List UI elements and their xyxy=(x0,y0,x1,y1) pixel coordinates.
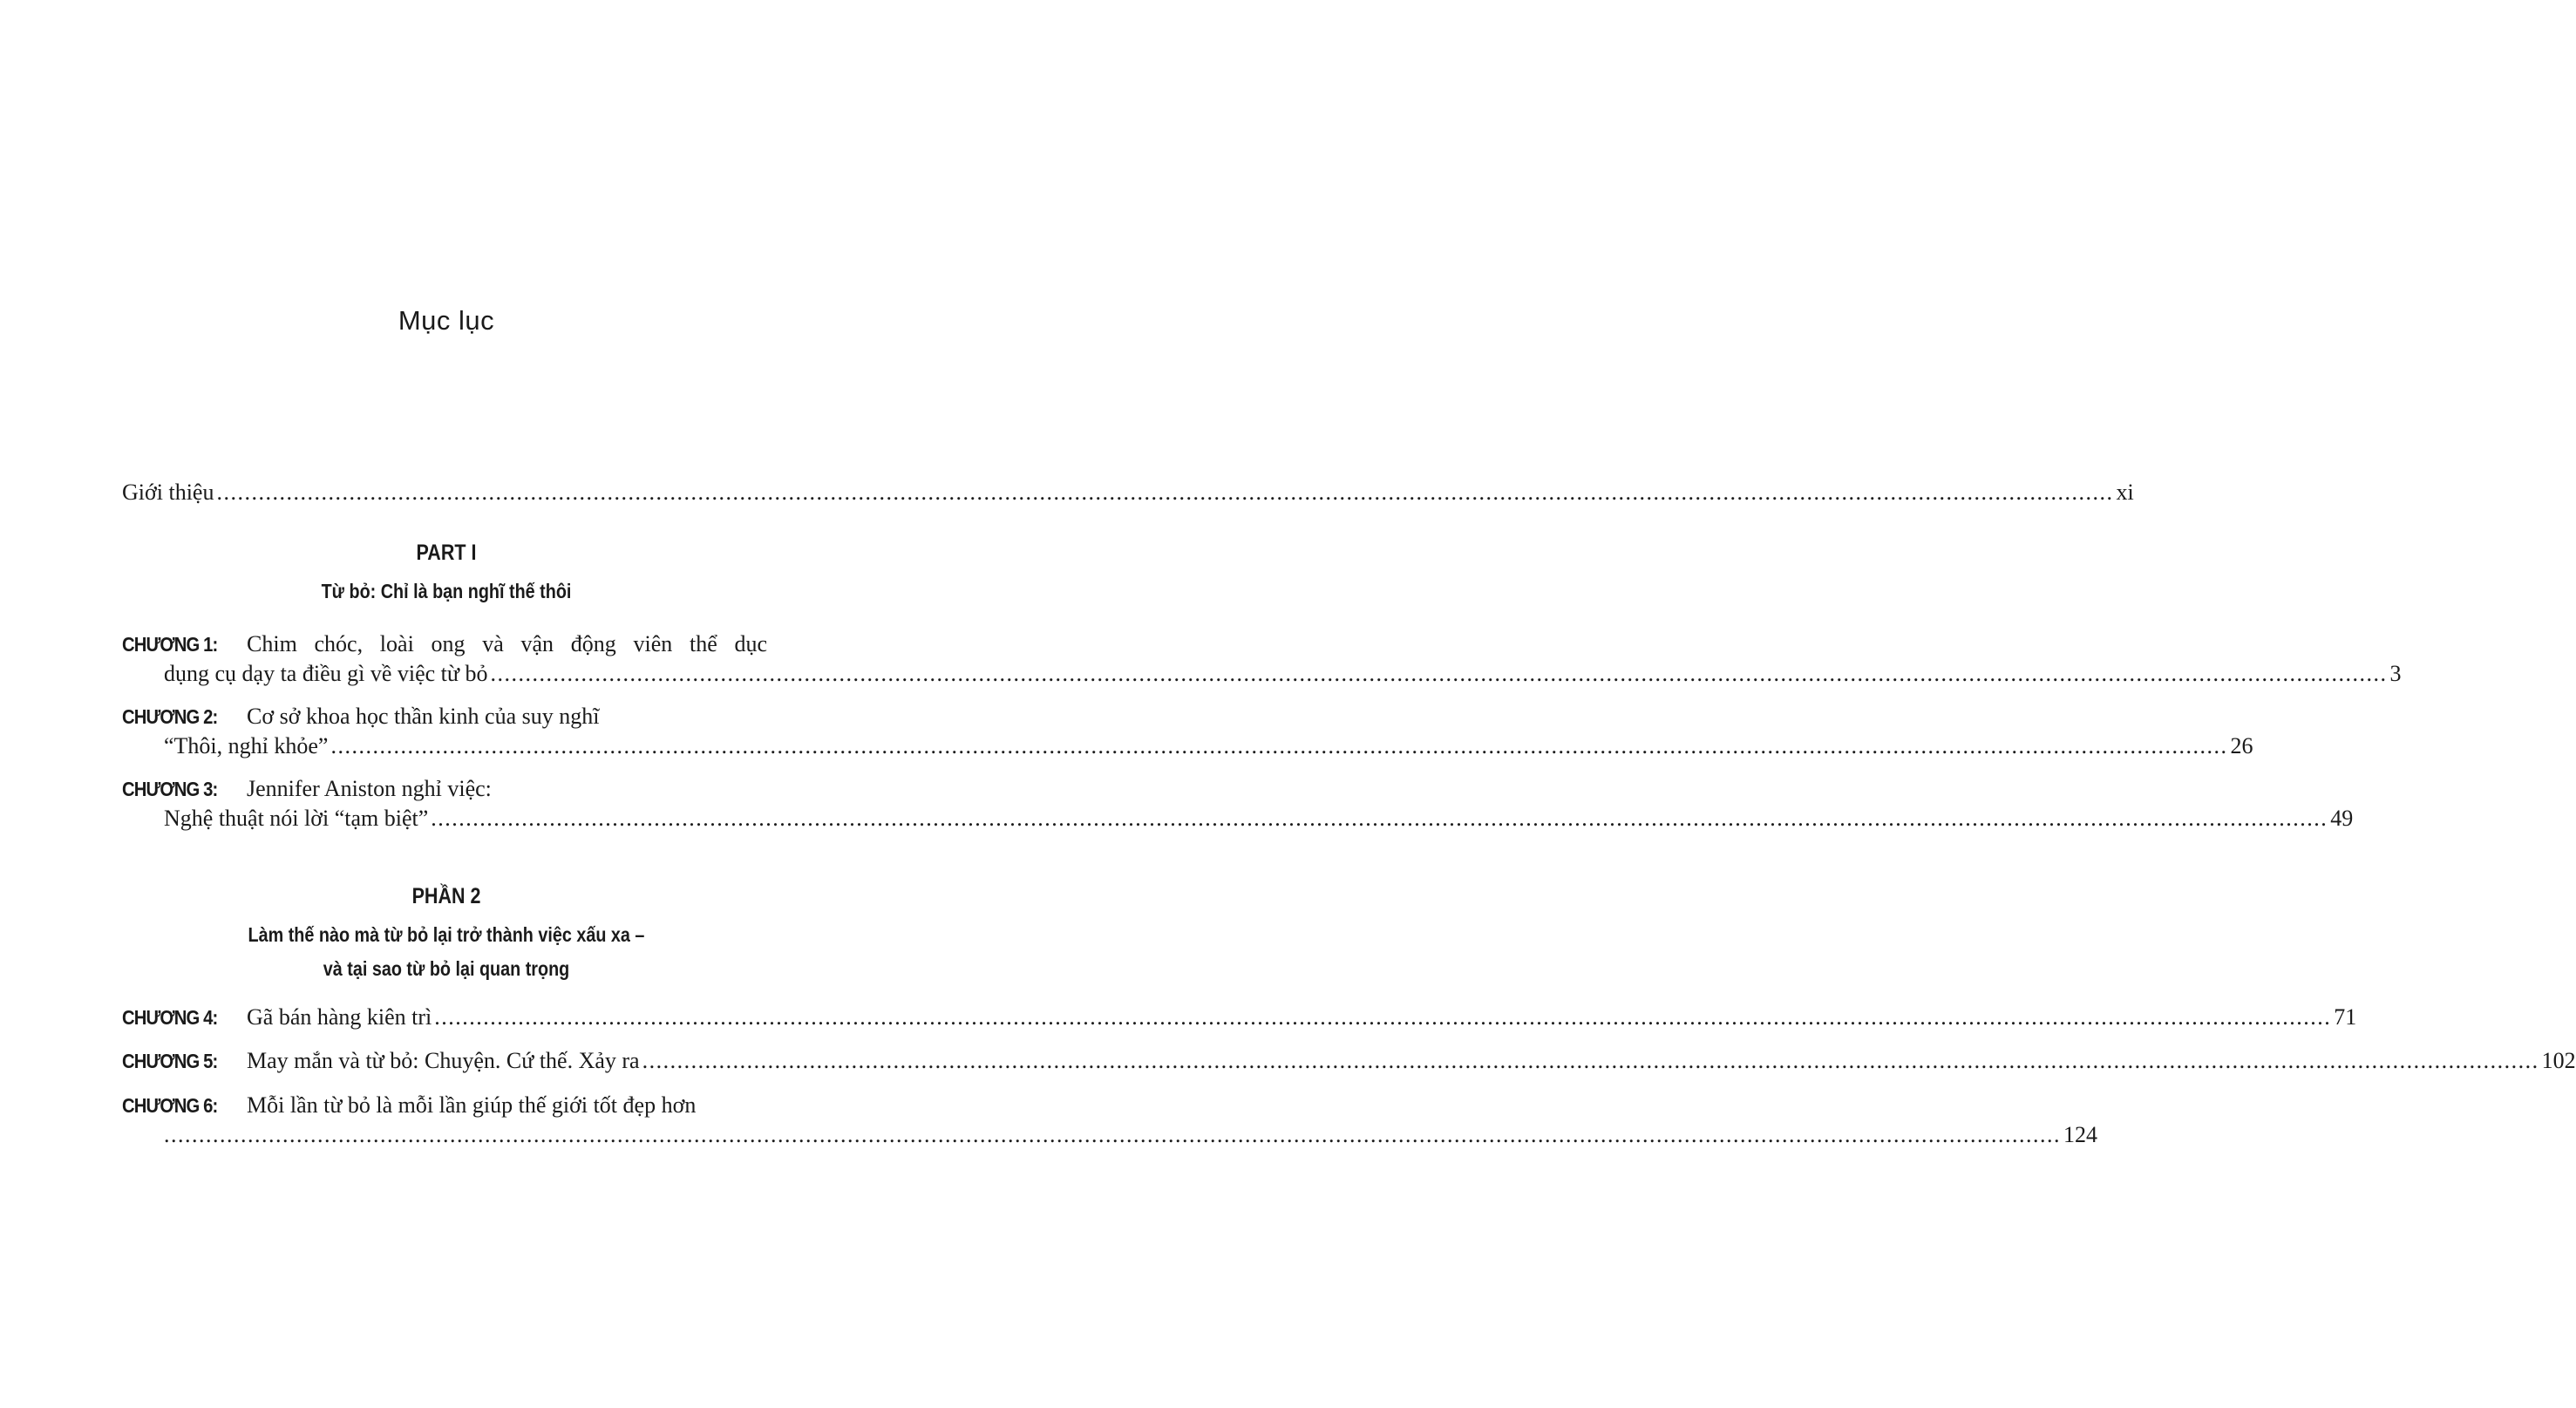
chapter-4-title: Gã bán hàng kiên trì xyxy=(247,1004,432,1030)
part-2-subtitle-line2: và tại sao từ bỏ lại quan trọng xyxy=(323,957,570,980)
toc-entry-chapter-4[interactable] xyxy=(122,1003,2357,1032)
chapter-5-page-number: 102 xyxy=(2541,1048,2576,1073)
chapter-6-label: CHƯƠNG 6: xyxy=(122,1094,218,1117)
chapter-3-title-line1: Jennifer Aniston nghỉ việc: xyxy=(247,776,492,801)
dot-leader xyxy=(164,1120,2061,1149)
chapter-2-page-number: 26 xyxy=(2230,733,2253,758)
part-1-subtitle: Từ bỏ: Chỉ là bạn nghĩ thế thôi xyxy=(321,580,572,602)
chapter-6-title-line1: Mỗi lần từ bỏ là mỗi lần giúp thế giới tốt đẹp hơn xyxy=(247,1092,697,1118)
chapter-3-title-line2: Nghệ thuật nói lời “tạm biệt” xyxy=(164,806,429,831)
dot-leader xyxy=(330,731,2227,760)
chapter-3-label: CHƯƠNG 3: xyxy=(122,778,218,800)
part-2-subtitle-line1: Làm thế nào mà từ bỏ lại trở thành việc xấu xa – xyxy=(248,923,645,946)
chapter-2-title-line1: Cơ sở khoa học thần kinh của suy nghĩ xyxy=(247,704,600,729)
toc-entry-chapter-1[interactable] xyxy=(122,629,2402,688)
chapter-6-page-number: 124 xyxy=(2063,1122,2097,1147)
chapter-2-label: CHƯƠNG 2: xyxy=(122,705,218,728)
part-2-label: PHẦN 2 xyxy=(411,884,481,908)
dot-leader xyxy=(216,478,2113,507)
intro-label: Giới thiệu xyxy=(122,480,214,505)
dot-leader xyxy=(434,1003,2331,1031)
chapter-1-page-number: 3 xyxy=(2389,661,2402,686)
dot-leader xyxy=(642,1046,2539,1075)
toc-entry-chapter-6[interactable] xyxy=(122,1091,2097,1149)
chapter-4-label: CHƯƠNG 4: xyxy=(122,1006,218,1029)
dot-leader xyxy=(491,659,2388,688)
intro-page-number: xi xyxy=(2116,480,2134,505)
chapter-1-label: CHƯƠNG 1: xyxy=(122,633,218,656)
toc-title: Mục lục xyxy=(398,305,495,336)
toc-entry-chapter-2[interactable] xyxy=(122,702,2253,760)
chapter-1-title-line1: Chim chóc, loài ong và vận động viên thể dục xyxy=(247,631,767,656)
chapter-2-title-line2: “Thôi, nghỉ khỏe” xyxy=(164,733,329,758)
chapter-4-page-number: 71 xyxy=(2334,1004,2357,1030)
chapter-5-title: May mắn và từ bỏ: Chuyện. Cứ thế. Xảy ra xyxy=(247,1048,640,1073)
chapter-5-label: CHƯƠNG 5: xyxy=(122,1050,218,1072)
dot-leader xyxy=(431,804,2328,833)
chapter-1-title-line2: dụng cụ dạy ta điều gì về việc từ bỏ xyxy=(164,661,488,686)
chapter-3-page-number: 49 xyxy=(2330,806,2354,831)
toc-entry-intro[interactable] xyxy=(122,478,2134,507)
toc-entry-chapter-3[interactable] xyxy=(122,774,2354,833)
part-1-label: PART I xyxy=(416,541,477,565)
toc-entry-chapter-5[interactable] xyxy=(122,1046,2576,1076)
